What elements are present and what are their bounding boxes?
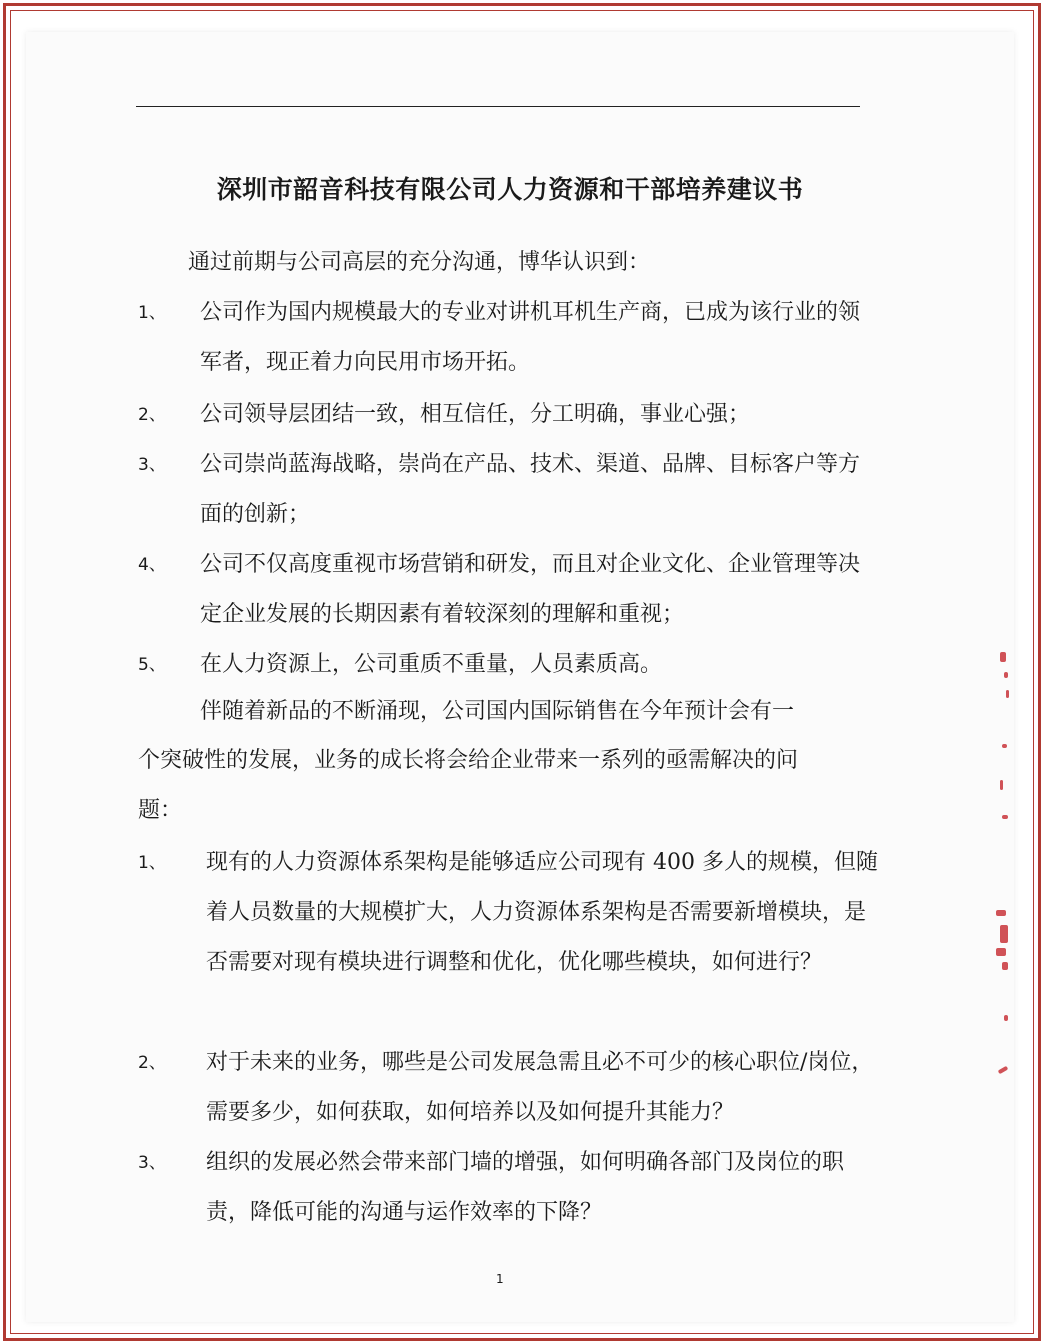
list-number: 2、 (138, 1053, 166, 1073)
list-text: 公司不仅高度重视市场营销和研发，而且对企业文化、企业管理等决定企业发展的长期因素有着较深刻的理解和重视； (200, 552, 861, 627)
list-number: 1、 (138, 303, 166, 323)
list-number: 5、 (138, 655, 166, 675)
list-number: 1、 (138, 853, 166, 873)
header-rule (136, 106, 860, 107)
list-text: 组织的发展必然会带来部门墙的增强，如何明确各部门及岗位的职责，降低可能的沟通与运作效率的下降？ (206, 1150, 845, 1225)
list-number: 2、 (138, 405, 166, 425)
list-number: 3、 (138, 455, 166, 475)
seal-fragment (1002, 962, 1008, 970)
list-text: 现有的人力资源体系架构是能够适应公司现有 400 多人的规模，但随着人员数量的大规模扩大，人力资源体系架构是否需要新增模块，是否需要对现有模块进行调整和优化，优化哪些模块，如何进行？ (206, 850, 878, 975)
list-text: 公司领导层团结一致，相互信任，分工明确，事业心强； (200, 402, 751, 427)
seal-fragment (1002, 744, 1007, 748)
list-text: 对于未来的业务，哪些是公司发展急需且必不可少的核心职位/岗位，需要多少，如何获取，如何培养以及如何提升其能力？ (206, 1050, 874, 1125)
seal-fragment (1006, 690, 1009, 698)
list-text: 公司作为国内规模最大的专业对讲机耳机生产商，已成为该行业的领军者，现正着力向民用市场开拓。 (200, 300, 861, 375)
seal-fragment (1004, 672, 1008, 678)
seal-fragment (996, 948, 1006, 956)
body-paragraph-line: 伴随着新品的不断涌现，公司国内国际销售在今年预计会有一 (200, 699, 795, 724)
body-paragraph-line: 题： (138, 798, 183, 823)
list-number: 3、 (138, 1153, 166, 1173)
seal-fragment (996, 910, 1006, 916)
seal-fragment (1000, 780, 1003, 790)
list-text: 公司崇尚蓝海战略，崇尚在产品、技术、渠道、品牌、目标客户等方面的创新； (200, 452, 861, 527)
page-number: 1 (496, 1272, 504, 1286)
intro-paragraph: 通过前期与公司高层的充分沟通，博华认识到： (188, 250, 651, 275)
list-number: 4、 (138, 555, 166, 575)
seal-fragment (1000, 925, 1008, 943)
seal-fragment (1002, 815, 1008, 819)
seal-fragment (1000, 652, 1006, 662)
document-title: 深圳市韶音科技有限公司人力资源和干部培养建议书 (216, 175, 804, 204)
body-paragraph-line: 个突破性的发展，业务的成长将会给企业带来一系列的亟需解决的问 (138, 748, 799, 773)
list-text: 在人力资源上，公司重质不重量，人员素质高。 (200, 652, 663, 677)
seal-fragment (1004, 1015, 1008, 1021)
